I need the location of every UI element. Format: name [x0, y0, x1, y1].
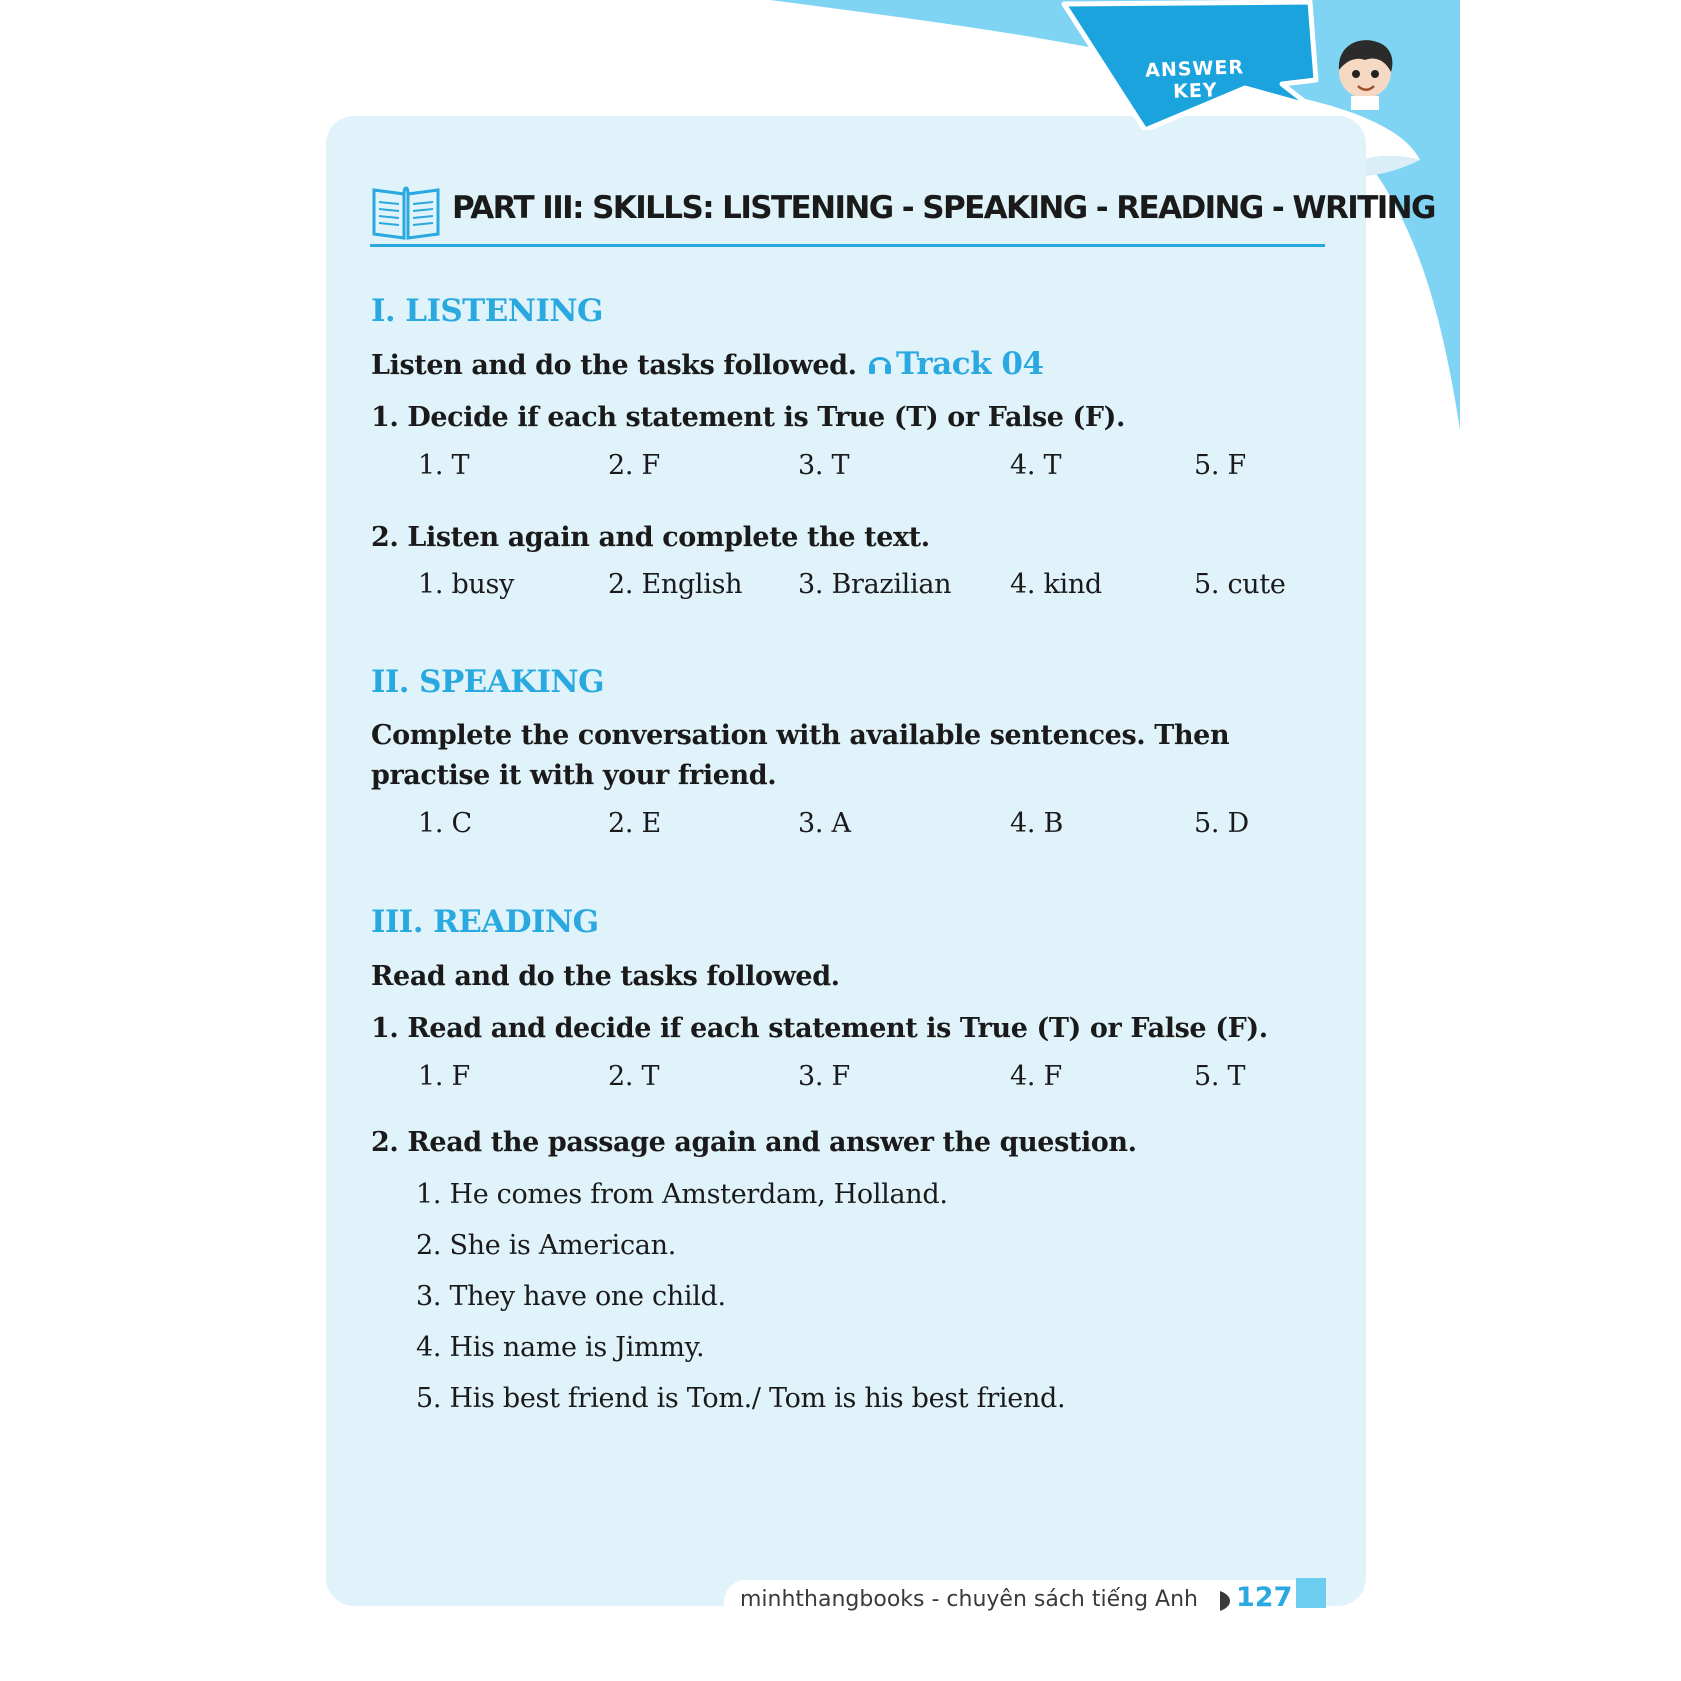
- answer-sentence: 4. His name is Jimmy.: [416, 1332, 705, 1363]
- answer-item: 4. B: [1010, 808, 1063, 839]
- part-header: [370, 180, 1435, 247]
- page-arrow-icon: [1218, 1590, 1232, 1612]
- answer-sentence: 3. They have one child.: [416, 1281, 726, 1312]
- answer-item: 2. F: [608, 450, 660, 481]
- reading-instruction: Read and do the tasks followed.: [371, 961, 840, 992]
- answer-item: 4. kind: [1010, 569, 1102, 600]
- answer-item: 5. F: [1194, 450, 1246, 481]
- reading-task1-label: 1. Read and decide if each statement is True (T) or False (F).: [371, 1013, 1268, 1044]
- answer-sentence: 1. He comes from Amsterdam, Holland.: [416, 1179, 948, 1210]
- speaking-instruction: Complete the conversation with available sentences. Then practise it with your friend.: [371, 720, 1230, 791]
- headphones-icon: [868, 350, 892, 376]
- answer-item: 3. T: [798, 450, 850, 481]
- reading-title: III. READING: [371, 904, 599, 940]
- answer-item: 1. T: [418, 450, 470, 481]
- answer-item: 5. T: [1194, 1061, 1246, 1092]
- answer-item: 5. D: [1194, 808, 1249, 839]
- answer-item: 3. A: [798, 808, 851, 839]
- answer-item: 2. E: [608, 808, 661, 839]
- open-book-icon: [370, 182, 442, 240]
- answer-item: 3. F: [798, 1061, 850, 1092]
- listening-title: I. LISTENING: [371, 293, 603, 329]
- page-number: 127: [1236, 1582, 1293, 1613]
- listening-instruction: Listen and do the tasks followed.: [371, 350, 857, 381]
- answer-item: 4. T: [1010, 450, 1062, 481]
- publisher-footer: minhthangbooks - chuyên sách tiếng Anh: [740, 1587, 1198, 1612]
- answer-item: 3. Brazilian: [798, 569, 952, 600]
- speaking-title: II. SPEAKING: [371, 664, 605, 700]
- listening-task1-label: 1. Decide if each statement is True (T) or False (F).: [371, 402, 1126, 433]
- answer-item: 5. cute: [1194, 569, 1286, 600]
- page-tab-block: [1296, 1578, 1326, 1608]
- part-title: PART III: SKILLS: LISTENING - SPEAKING - READING - WRITING: [452, 190, 1435, 226]
- answer-item: 1. busy: [418, 569, 515, 600]
- answer-item: 2. T: [608, 1061, 660, 1092]
- answer-item: 1. C: [418, 808, 472, 839]
- boy-mascot-icon: [1325, 30, 1405, 110]
- answer-item: 4. F: [1010, 1061, 1062, 1092]
- answer-sentence: 2. She is American.: [416, 1230, 676, 1261]
- answer-item: 2. English: [608, 569, 743, 600]
- answer-key-label: ANSWER KEY: [1144, 56, 1245, 103]
- listening-task2-label: 2. Listen again and complete the text.: [371, 522, 930, 553]
- answer-sentence: 5. His best friend is Tom./ Tom is his best friend.: [416, 1383, 1066, 1414]
- track-label: Track 04: [896, 346, 1044, 382]
- answer-item: 1. F: [418, 1061, 470, 1092]
- reading-task2-label: 2. Read the passage again and answer the question.: [371, 1127, 1137, 1158]
- audio-track: [868, 346, 1044, 382]
